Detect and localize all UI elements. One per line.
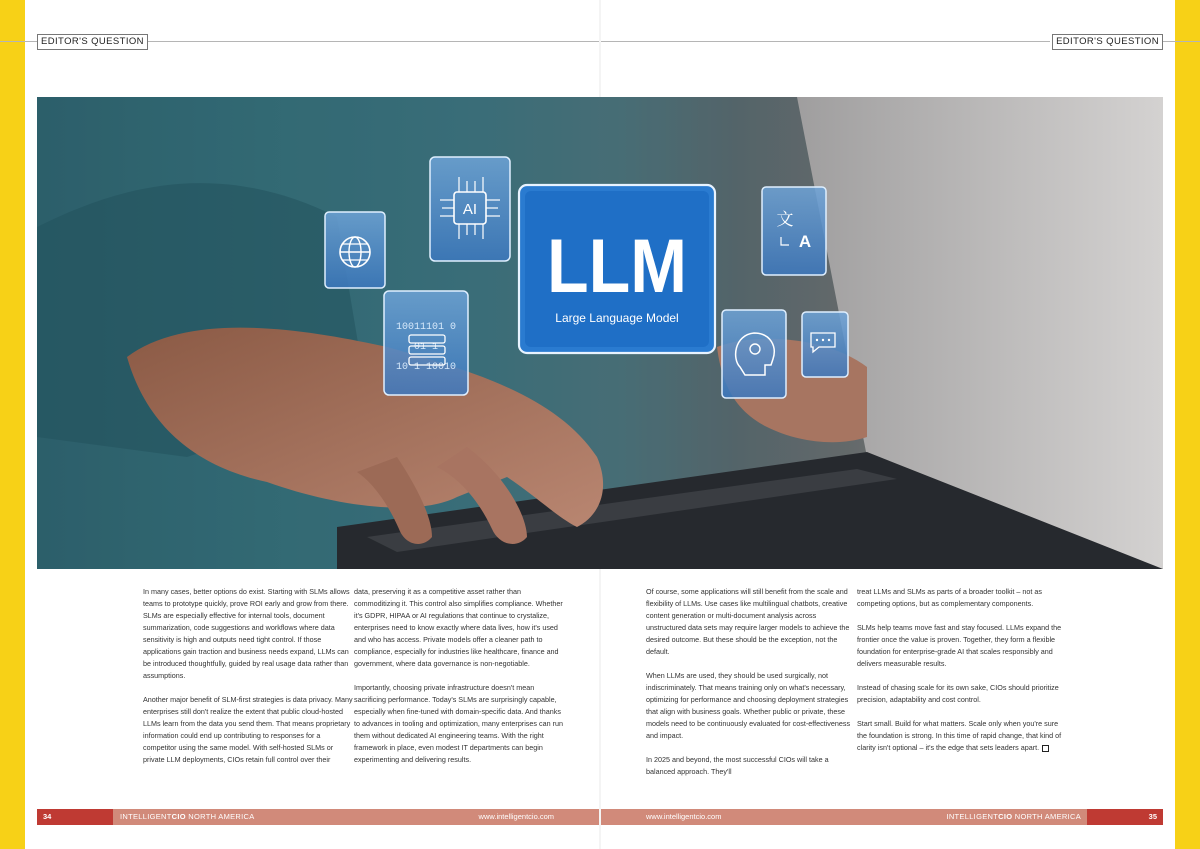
paragraph: Of course, some applications will still benefit from the scale and flexibility of LLMs. Use cases like multilingual chatbots, creative content generation or multi-document analysis across unstructured data sets may require larger models to achieve the desired outcome. But these should be the exception, not the default. <box>646 587 850 656</box>
article-column-3 <box>646 586 858 778</box>
paragraph: SLMs help teams move fast and stay focused. LLMs expand the frontier once the value is proven. Together, they form a flexible foundation for enterprise-grade AI that scales responsibly and delivers measurable results. <box>857 623 1062 668</box>
binary-mid: 01 1 <box>413 342 439 353</box>
translate-left: 文 <box>776 210 794 230</box>
hero-image <box>37 97 1163 569</box>
llm-panel <box>519 185 715 353</box>
footer-left <box>37 809 599 825</box>
hero-illustration <box>37 97 1163 569</box>
brain-gear-icon <box>722 310 786 398</box>
header-rule <box>601 41 1050 42</box>
binary-bottom: 10 1 10010 <box>395 362 457 373</box>
ai-chip-icon <box>430 157 510 261</box>
paragraph: Another major benefit of SLM-first strategies is data privacy. Many enterprises still don't realize the extent that public cloud-hosted LLMs learn from the data you send them. That means proprietary information could end up contributing to responses for a competitor using the same model. With self-hosted SLMs or private LLM deployments, CIOs retain full control over their <box>143 695 353 764</box>
end-mark-icon <box>1042 745 1049 752</box>
binary-top: 10011101 0 <box>395 322 457 333</box>
llm-subtitle: Large Language Model <box>555 311 679 325</box>
page-number-left: 34 <box>37 809 113 825</box>
publication-name-left: INTELLIGENTCIO NORTH AMERICA <box>120 812 255 821</box>
paragraph: treat LLMs and SLMs as parts of a broader toolkit – not as competing options, but as complementary components. <box>857 587 1042 608</box>
header-rule <box>0 41 37 42</box>
section-tag-left: EDITOR'S QUESTION <box>37 34 148 50</box>
right-yellow-bar <box>1175 0 1200 849</box>
translate-right: A <box>798 232 812 251</box>
server-icon <box>384 291 468 395</box>
paragraph: Instead of chasing scale for its own sake, CIOs should prioritize precision, adaptability and cost control. <box>857 683 1059 704</box>
website-url-left[interactable]: www.intelligentcio.com <box>478 812 554 821</box>
translate-icon <box>762 187 826 275</box>
ai-label: AI <box>462 201 478 218</box>
header-rule <box>148 41 599 42</box>
paragraph: In many cases, better options do exist. Starting with SLMs allows teams to prototype quickly, prove ROI early and grow from there. SLMs are especially effective for internal tools, document summarization, code suggestions and workflows where data sensitivity is high and outputs need tight control. If those applications gain traction and business needs expand, LLMs can be introduced thoughtfully, guided by real usage data rather than assumptions. <box>143 587 350 680</box>
paragraph: When LLMs are used, they should be used surgically, not indiscriminately. That means training only on what's necessary, optimizing for performance and choosing deployment strategies that align with business goals. Whether public or private, these models need to be continuously evaluated for cost-effectiveness and impact. <box>646 671 851 740</box>
paragraph: data, preserving it as a competitive asset rather than commoditizing it. This control also simplifies compliance. Whether it's GDPR, HIPAA or AI regulations that continue to crystalize, enterprises need to know exactly where data lives, how it's used and who has access. Private models offer a cleaner path to compliance, especially for industries like healthcare, finance and government, where data governance is non-negotiable. <box>354 587 563 668</box>
paragraph: In 2025 and beyond, the most successful CIOs will take a balanced approach. They'll <box>646 755 829 776</box>
header-rule <box>1162 41 1200 42</box>
chat-icon <box>802 312 848 377</box>
left-yellow-bar <box>0 0 25 849</box>
website-url-right[interactable]: www.intelligentcio.com <box>646 812 722 821</box>
llm-title: LLM <box>547 224 687 309</box>
paragraph-text: Start small. Build for what matters. Scale only when you're sure the foundation is strong. In this time of rapid change, that kind of clarity isn't optional – it's the edge that sets leaders apart. <box>857 719 1062 752</box>
section-tag-right: EDITOR'S QUESTION <box>1052 34 1163 50</box>
paragraph: Importantly, choosing private infrastructure doesn't mean sacrificing performance. Today's SLMs are surprisingly capable, especially when fine-tuned with domain-specific data. And thanks to advances in tooling and optimization, many enterprises can run them without dedicated AI engineering teams. With the right framework in place, even modest IT departments can begin experimenting and delivering results. <box>354 683 563 764</box>
footer-right <box>601 809 1163 825</box>
article-column-2 <box>354 586 566 766</box>
paragraph-last <box>857 718 1069 754</box>
globe-icon <box>325 212 385 288</box>
article-column-4 <box>857 586 1069 754</box>
publication-name-right: INTELLIGENTCIO NORTH AMERICA <box>946 812 1081 821</box>
page-number-right: 35 <box>1087 809 1163 825</box>
article-column-1 <box>143 586 355 766</box>
